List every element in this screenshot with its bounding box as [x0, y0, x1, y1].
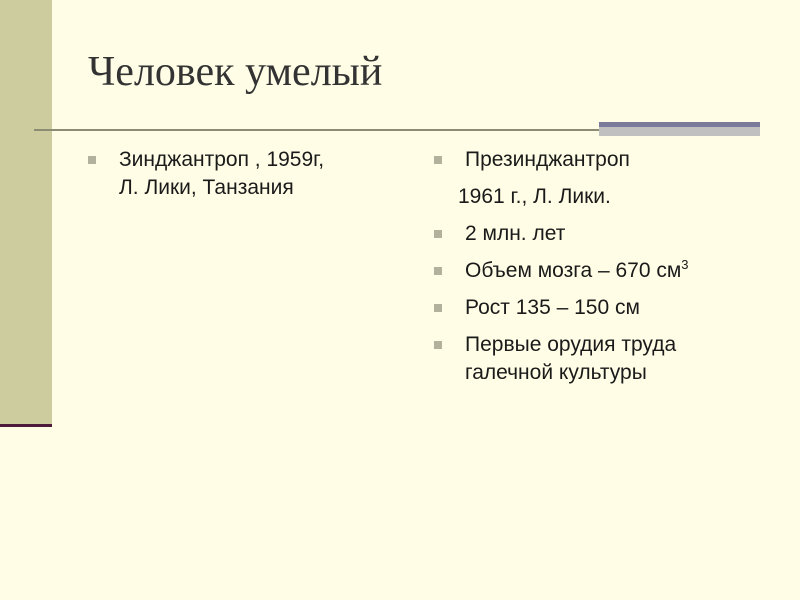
square-bullet-icon: [434, 156, 442, 164]
list-item-text: 1961 г., Л. Лики.: [458, 185, 611, 208]
list-item: [434, 220, 774, 248]
list-item-line: Зинджантроп , 1959г,: [119, 148, 325, 171]
square-bullet-icon: [434, 341, 442, 349]
list-item-line: Первые орудия труда: [465, 333, 677, 356]
list-item: [434, 146, 774, 174]
list-item-continuation: [434, 183, 774, 211]
list-item-text: Презинджантроп: [465, 148, 630, 171]
list-item-text: Объем мозга – 670 см: [465, 259, 682, 282]
square-bullet-icon: [88, 156, 96, 164]
list-item-text: Рост 135 – 150 см: [465, 296, 640, 319]
list-item: [434, 331, 774, 387]
superscript: 3: [681, 257, 689, 272]
slide-title: Человек умелый: [88, 49, 383, 95]
left-decor-stripe: [0, 0, 52, 424]
square-bullet-icon: [434, 304, 442, 312]
list-item-line: Л. Лики, Танзания: [119, 176, 294, 199]
left-column: [88, 146, 408, 211]
list-item-line: галечной культуры: [465, 361, 647, 384]
left-decor-stripe-edge: [0, 424, 52, 427]
title-divider-accent-top: [599, 122, 760, 127]
list-item-text-wrap: [465, 257, 774, 285]
square-bullet-icon: [434, 230, 442, 238]
list-item: [434, 294, 774, 322]
square-bullet-icon: [434, 267, 442, 275]
list-item: [434, 257, 774, 285]
list-item-text: 2 млн. лет: [465, 222, 566, 245]
list-item: [88, 146, 408, 202]
right-column: [434, 146, 774, 396]
